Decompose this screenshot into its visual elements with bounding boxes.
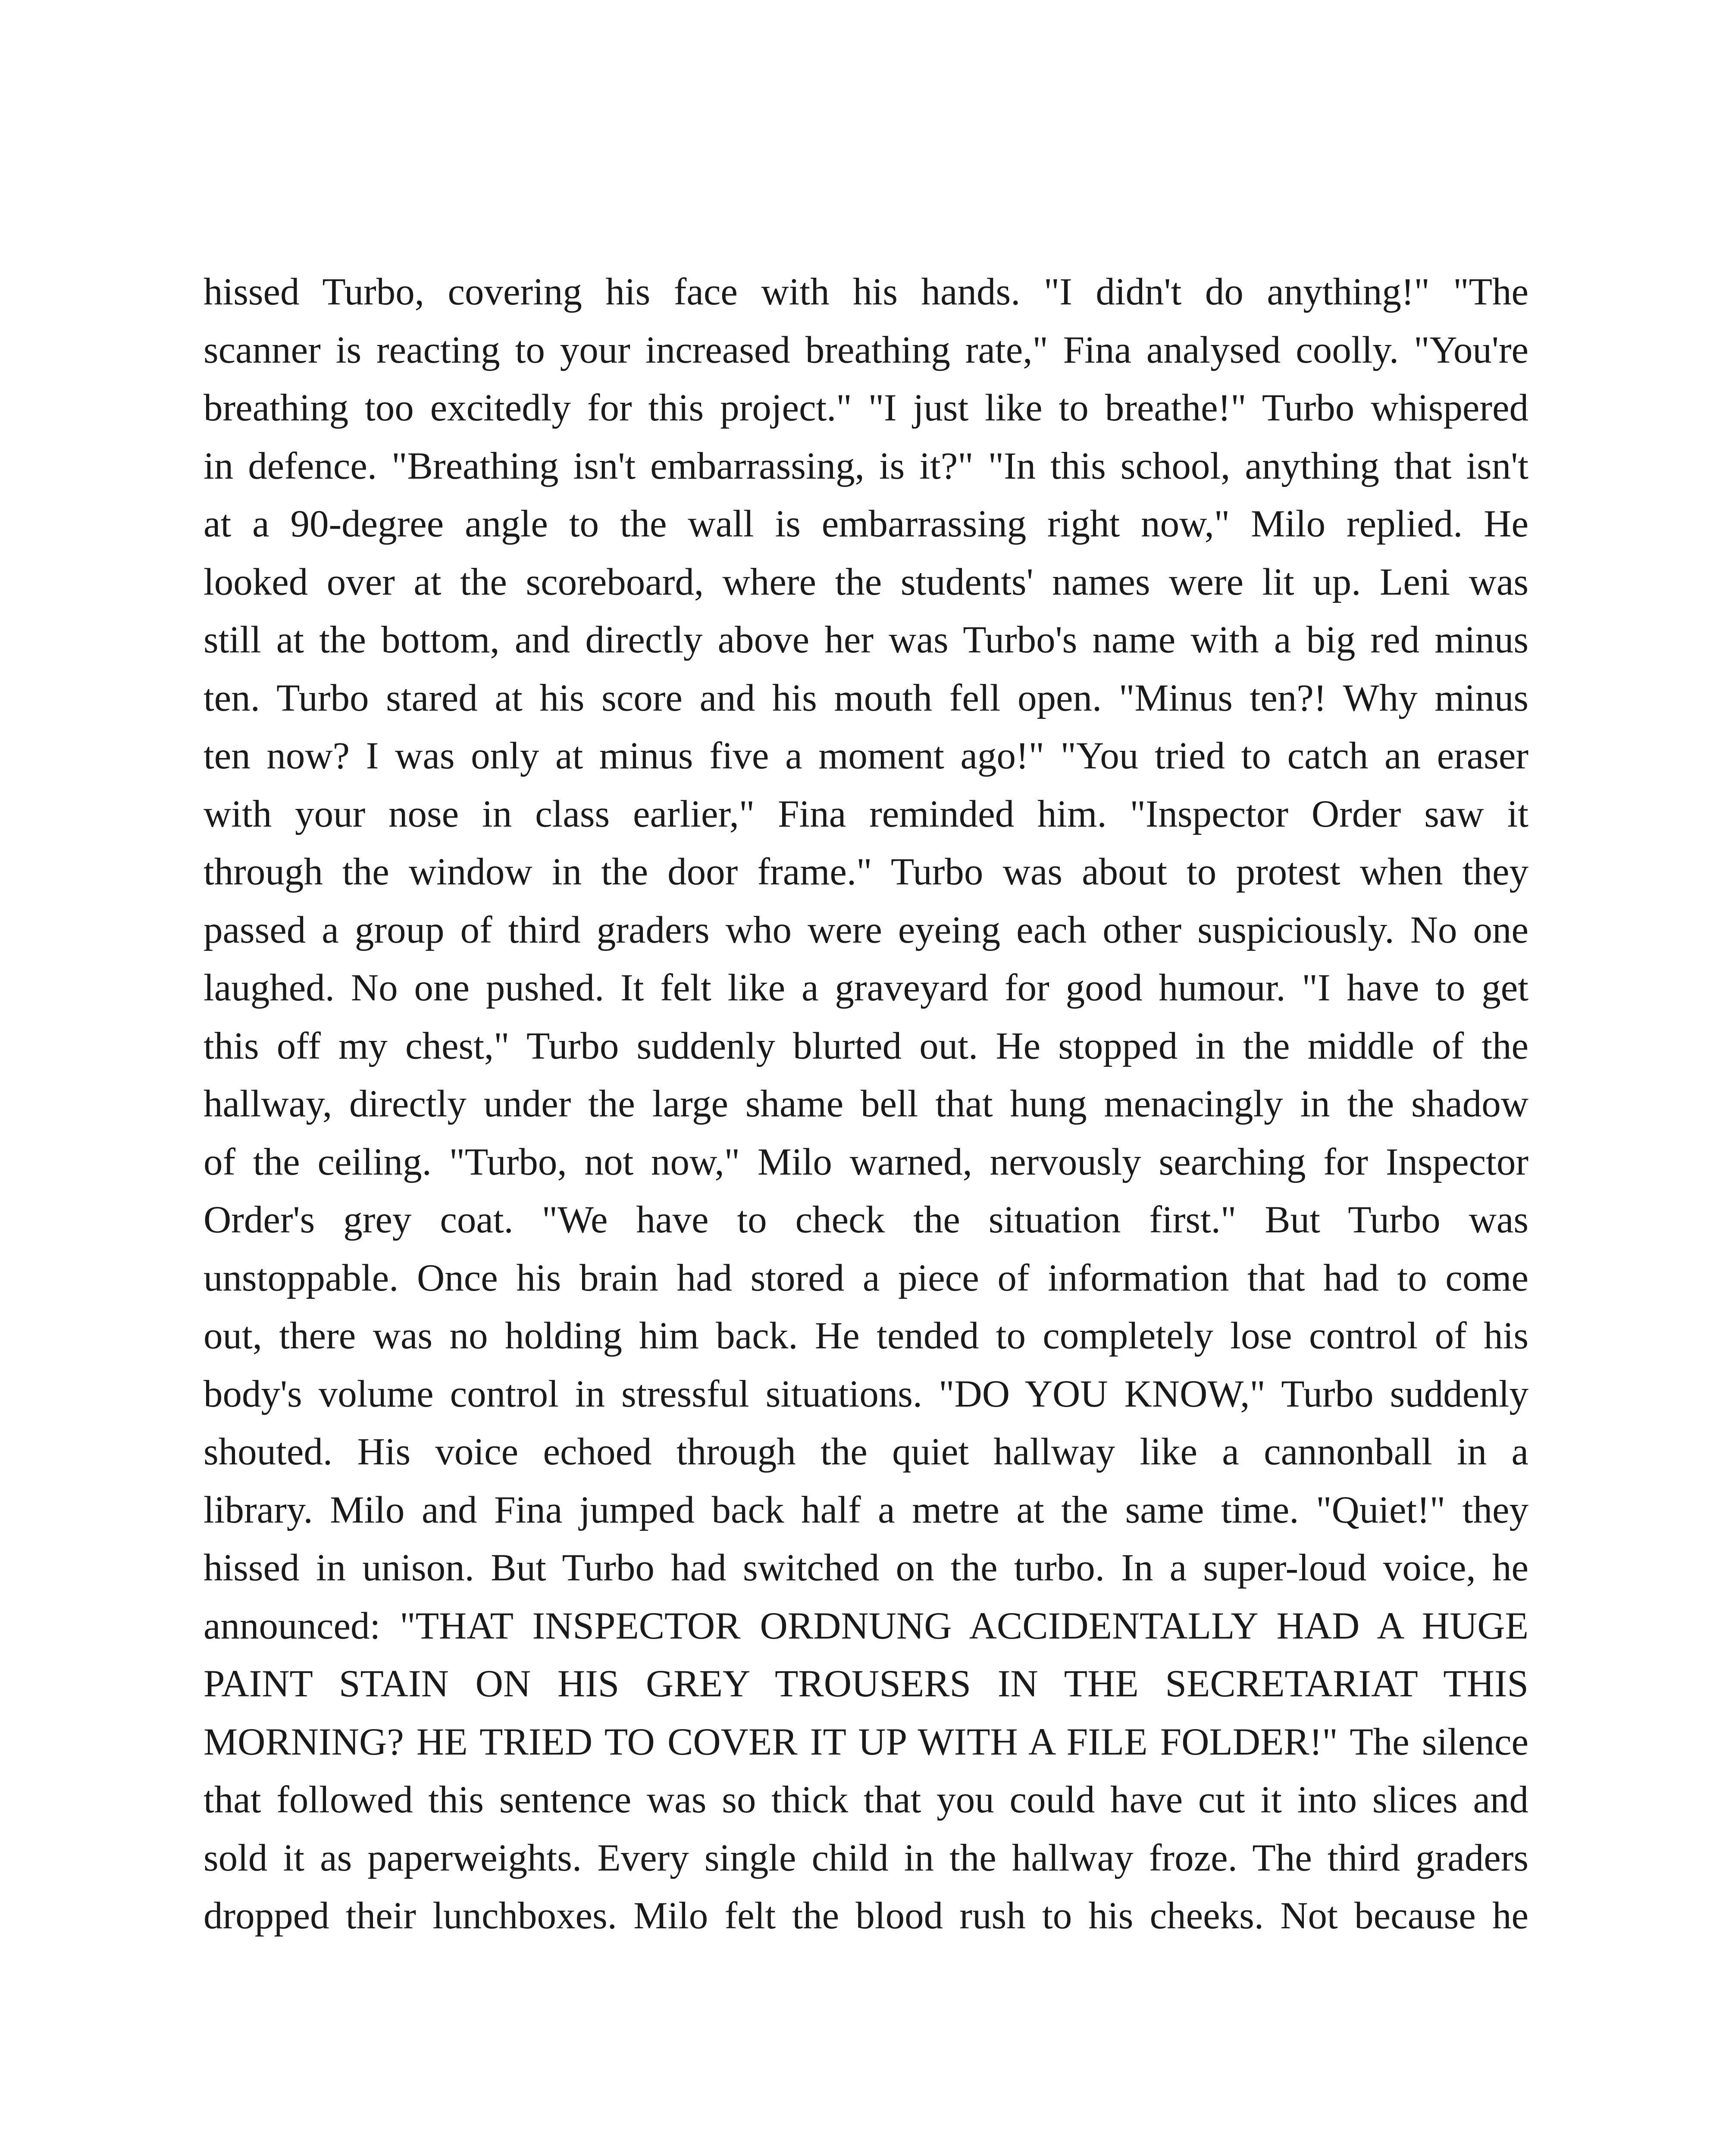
text-line: Order's grey coat. "We have to check the situation first." But Turbo was bbox=[204, 1199, 1528, 1241]
text-line: ten now? I was only at minus five a moment ago!" "You tried to catch an eraser bbox=[204, 735, 1528, 777]
text-line: passed a group of third graders who were eyeing each other suspiciously. No one bbox=[204, 909, 1528, 951]
text-line: laughed. No one pushed. It felt like a graveyard for good humour. "I have to get bbox=[204, 967, 1528, 1009]
text-line: library. Milo and Fina jumped back half a metre at the same time. "Quiet!" they bbox=[204, 1489, 1528, 1531]
text-line: announced: "THAT INSPECTOR ORDNUNG ACCIDENTALLY HAD A HUGE bbox=[204, 1604, 1528, 1647]
text-line: still at the bottom, and directly above her was Turbo's name with a big red minus bbox=[204, 619, 1528, 661]
text-line: this off my chest," Turbo suddenly blurted out. He stopped in the middle of the bbox=[204, 1025, 1528, 1067]
text-line: body's volume control in stressful situations. "DO YOU KNOW," Turbo suddenly bbox=[204, 1373, 1528, 1415]
text-line: unstoppable. Once his brain had stored a piece of information that had to come bbox=[204, 1257, 1528, 1299]
body-text bbox=[204, 263, 1528, 1945]
text-line: ten. Turbo stared at his score and his mouth fell open. "Minus ten?! Why minus bbox=[204, 677, 1528, 719]
text-line: breathing too excitedly for this project." "I just like to breathe!" Turbo whispered bbox=[204, 387, 1528, 429]
text-line: hissed Turbo, covering his face with his hands. "I didn't do anything!" "The bbox=[204, 271, 1528, 313]
text-line: looked over at the scoreboard, where the students' names were lit up. Leni was bbox=[204, 561, 1528, 603]
text-line: PAINT STAIN ON HIS GREY TROUSERS IN THE SECRETARIAT THIS bbox=[204, 1663, 1528, 1705]
text-line: sold it as paperweights. Every single child in the hallway froze. The third graders bbox=[204, 1836, 1528, 1879]
text-line: out, there was no holding him back. He tended to completely lose control of his bbox=[204, 1315, 1528, 1357]
text-line: scanner is reacting to your increased breathing rate," Fina analysed coolly. "You're bbox=[204, 329, 1528, 371]
text-line: MORNING? HE TRIED TO COVER IT UP WITH A FILE FOLDER!" The silence bbox=[204, 1720, 1528, 1763]
text-line: hallway, directly under the large shame bell that hung menacingly in the shadow bbox=[204, 1083, 1528, 1125]
text-line: through the window in the door frame." Turbo was about to protest when they bbox=[204, 851, 1528, 893]
text-line: at a 90-degree angle to the wall is embarrassing right now," Milo replied. He bbox=[204, 503, 1528, 545]
text-line: of the ceiling. "Turbo, not now," Milo warned, nervously searching for Inspector bbox=[204, 1141, 1528, 1183]
text-line: with your nose in class earlier," Fina reminded him. "Inspector Order saw it bbox=[204, 793, 1528, 835]
text-line: dropped their lunchboxes. Milo felt the blood rush to his cheeks. Not because he bbox=[204, 1895, 1528, 1937]
text-line: hissed in unison. But Turbo had switched on the turbo. In a super-loud voice, he bbox=[204, 1547, 1528, 1589]
text-line: that followed this sentence was so thick that you could have cut it into slices and bbox=[204, 1779, 1528, 1821]
text-line: shouted. His voice echoed through the quiet hallway like a cannonball in a bbox=[204, 1431, 1528, 1473]
text-line: in defence. "Breathing isn't embarrassing, is it?" "In this school, anything that isn't bbox=[204, 445, 1528, 487]
